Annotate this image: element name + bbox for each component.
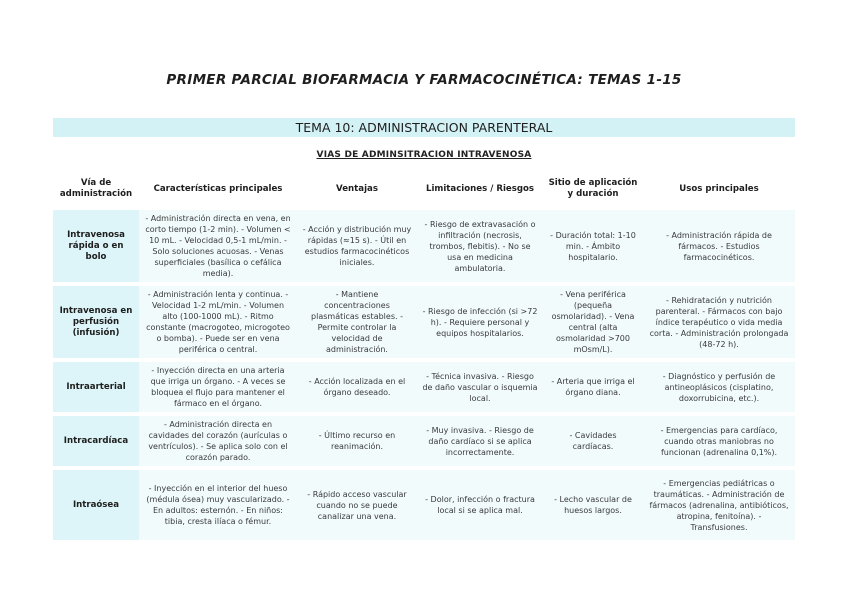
- uses-cell: - Emergencias pediátricas o traumáticas. - Administración de fármacos (adrenalina, antibióticos, atropina, fenitoína). - Transfusiones.: [643, 468, 795, 540]
- advantages-cell: - Acción localizada en el órgano deseado.: [297, 360, 417, 414]
- advantages-cell: - Mantiene concentraciones plasmáticas estables. - Permite controlar la velocidad de administración.: [297, 284, 417, 360]
- route-cell: Intracardíaca: [53, 414, 139, 468]
- section-band: [53, 118, 795, 137]
- advantages-cell: - Último recurso en reanimación.: [297, 414, 417, 468]
- site-duration-cell: - Arteria que irriga el órgano diana.: [543, 360, 643, 414]
- route-cell: Intravenosa en perfusión (infusión): [53, 284, 139, 360]
- column-header-limitations: Limitaciones / Riesgos: [425, 183, 535, 194]
- column-header-uses: Usos principales: [679, 183, 759, 194]
- limitations-cell: - Técnica invasiva. - Riesgo de daño vascular o isquemia local.: [417, 360, 543, 414]
- document-title: PRIMER PARCIAL BIOFARMACIA Y FARMACOCINÉTICA: TEMAS 1-15: [166, 72, 682, 88]
- administration-routes-table: [53, 172, 795, 540]
- site-duration-cell: - Lecho vascular de huesos largos.: [543, 468, 643, 540]
- advantages-cell: - Rápido acceso vascular cuando no se puede canalizar una vena.: [297, 468, 417, 540]
- characteristics-cell: - Inyección directa en una arteria que irriga un órgano. - A veces se bloquea el flujo para mantener el fármaco en el órgano.: [139, 360, 297, 414]
- uses-cell: - Diagnóstico y perfusión de antineoplásicos (cisplatino, doxorrubicina, etc.).: [643, 360, 795, 414]
- limitations-cell: - Muy invasiva. - Riesgo de daño cardíaco si se aplica incorrectamente.: [417, 414, 543, 468]
- route-cell: Intravenosa rápida o en bolo: [53, 208, 139, 284]
- uses-cell: - Rehidratación y nutrición parenteral. - Fármacos con bajo índice terapéutico o vida media corta. - Administración prolongada (48-72 h).: [643, 284, 795, 360]
- site-duration-cell: - Cavidades cardíacas.: [543, 414, 643, 468]
- uses-cell: - Administración rápida de fármacos. - Estudios farmacocinéticos.: [643, 208, 795, 284]
- characteristics-cell: - Administración directa en cavidades del corazón (aurículas o ventrículos). - Se aplica solo con el corazón parado.: [139, 414, 297, 468]
- section-title: TEMA 10: ADMINISTRACION PARENTERAL: [295, 120, 553, 135]
- table-row: [53, 414, 795, 468]
- column-header-route: Vía de administración: [59, 178, 133, 199]
- column-header-advantages: Ventajas: [336, 183, 378, 194]
- limitations-cell: - Riesgo de extravasación o infiltración (necrosis, trombos, flebitis). - No se usa en medicina ambulatoria.: [417, 208, 543, 284]
- uses-cell: - Emergencias para cardíaco, cuando otras maniobras no funcionan (adrenalina 0,1%).: [643, 414, 795, 468]
- table-row: [53, 468, 795, 540]
- table-row: [53, 360, 795, 414]
- route-cell: Intraósea: [53, 468, 139, 540]
- table-row: [53, 284, 795, 360]
- table-row: [53, 208, 795, 284]
- column-header-characteristics: Características principales: [153, 183, 283, 194]
- characteristics-cell: - Administración lenta y continua. - Velocidad 1-2 mL/min. - Volumen alto (100-1000 mL). - Ritmo constante (macrogoteo, microgoteo o bomba). - Puede ser en vena periférica o central.: [139, 284, 297, 360]
- table-header-row: [53, 172, 795, 208]
- limitations-cell: - Dolor, infección o fractura local si se aplica mal.: [417, 468, 543, 540]
- site-duration-cell: - Duración total: 1-10 min. - Ámbito hospitalario.: [543, 208, 643, 284]
- subsection-title: VIAS DE ADMINSITRACION INTRAVENOSA: [316, 150, 532, 160]
- characteristics-cell: - Inyección en el interior del hueso (médula ósea) muy vascularizado. - En adultos: esternón. - En niños: tibia, cresta ilíaca o fémur.: [139, 468, 297, 540]
- limitations-cell: - Riesgo de infección (si >72 h). - Requiere personal y equipos hospitalarios.: [417, 284, 543, 360]
- column-header-site-duration: Sitio de aplicación y duración: [548, 178, 638, 199]
- site-duration-cell: - Vena periférica (pequeña osmolaridad). - Vena central (alta osmolaridad >700 mOsm/L).: [543, 284, 643, 360]
- characteristics-cell: - Administración directa en vena, en corto tiempo (1-2 min). - Volumen < 10 mL. - Velocidad 0,5-1 mL/min. - Solo soluciones acuosas. - Venas superficiales (basílica o cefálica media).: [139, 208, 297, 284]
- advantages-cell: - Acción y distribución muy rápidas (≈15 s). - Útil en estudios farmacocinéticos iniciales.: [297, 208, 417, 284]
- route-cell: Intraarterial: [53, 360, 139, 414]
